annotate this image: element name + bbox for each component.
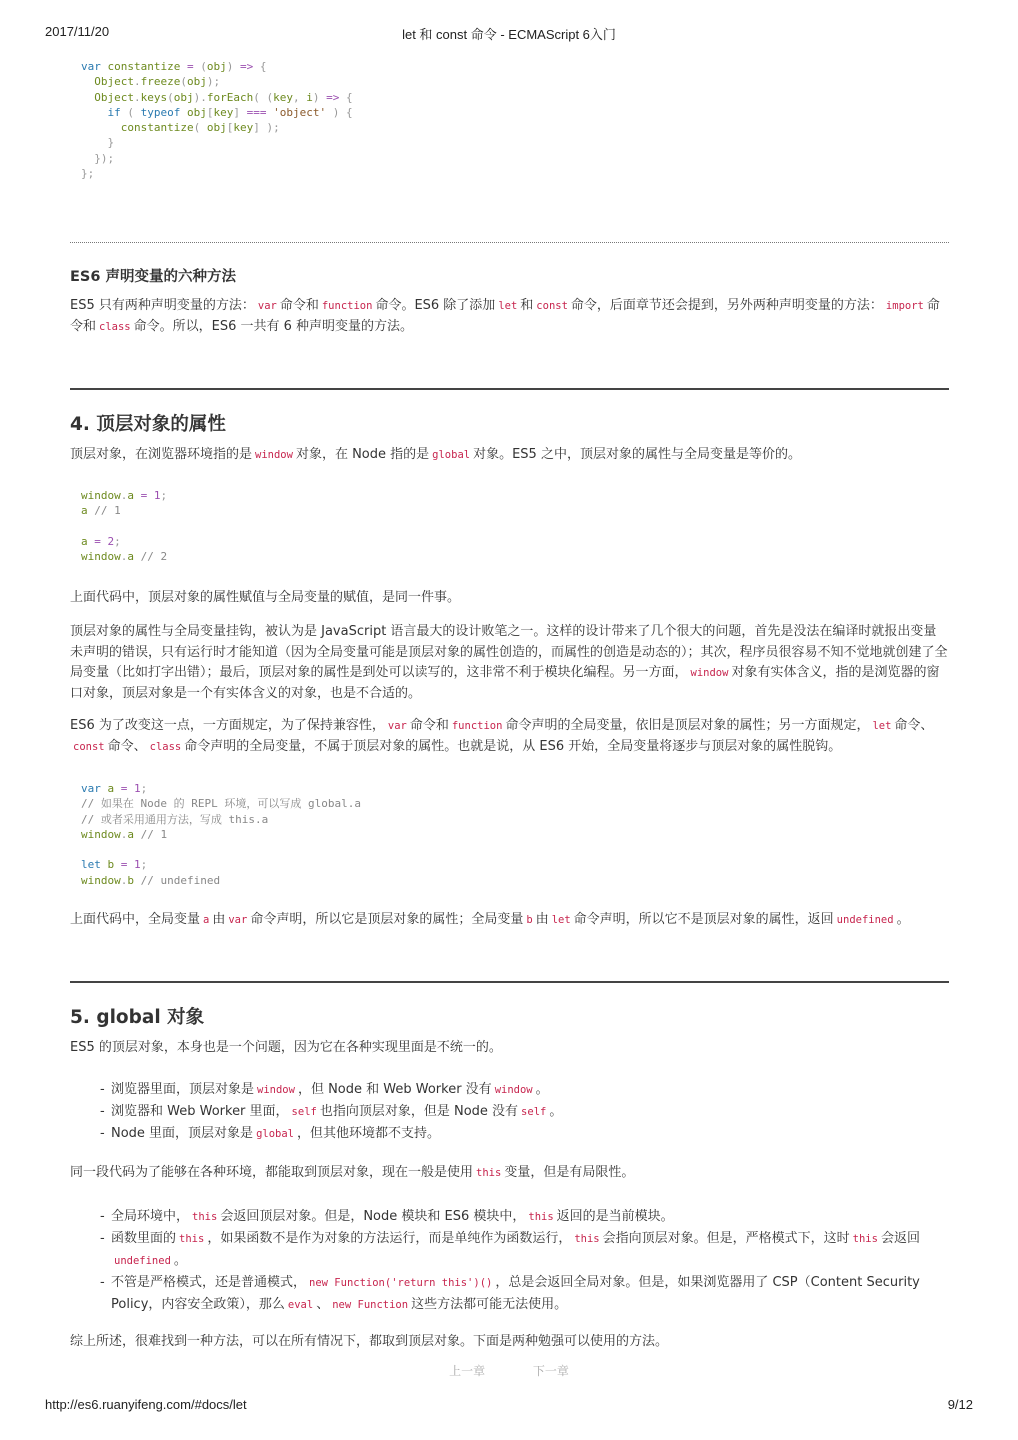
code-line: let b = 1; (81, 858, 148, 872)
section-heading-4: 4. 顶层对象的属性 (70, 414, 226, 435)
code-line: // 或者采用通用方法，写成 this.a (81, 812, 269, 826)
print-page-number: 9/12 (947, 1397, 973, 1412)
print-url: http://es6.ruanyifeng.com/#docs/let (45, 1397, 247, 1412)
paragraph-es5-not-unified: ES5 的顶层对象，本身也是一个问题，因为它在各种实现里面是不统一的。 (70, 1040, 502, 1055)
list-item: - 函数里面的 this ，如果函数不是作为对象的方法运行，而是单纯作为函数运行， this 会指向顶层对象。但是，严格模式下，这时 this 会返回undefined 。 (100, 1228, 949, 1272)
paragraph-this-variable: 同一段代码为了能够在各种环境，都能取到顶层对象，现在一般是使用 this 变量，但是有局限性。 (70, 1165, 635, 1180)
list-item: - 不管是严格模式，还是普通模式， new Function('return this')() ，总是会返回全局对象。但是，如果浏览器用了 CSP（Content Security Policy，内容安全政策），那么 eval 、 new Function 这些方法都可能无法使用。 (100, 1272, 949, 1316)
paragraph-conclusion: 综上所述，很难找到一种方法，可以在所有情况下，都取到顶层对象。下面是两种勉强可以使用的方法。 (70, 1334, 669, 1349)
paragraph-design-flaw: 顶层对象的属性与全局变量挂钩，被认为是 JavaScript 语言最大的设计败笔之一。这样的设计带来了几个很大的问题，首先是没法在编译时就报出变量未声明的错误，只有运行时才能知道（因为全局变量可能是顶层对象的属性创造的，而属性的创造是动态的）；其次，程序员很容易不知不觉地就创建了全局变量（比如打字出错）；最后，顶层对象的属性是到处可以读写的，这非常不利于模块化编程。另一方面， window 对象有实体含义，指的是浏览器的窗口对象，顶层对象是一个有实体含义的对象，也是不合适的。 (70, 624, 948, 701)
code-line: Object.keys(obj).forEach( (key, i) => { (94, 90, 353, 104)
code-block-window-a (70, 488, 949, 564)
list-this-limitations (70, 1206, 949, 1316)
code-line: a // 1 (81, 504, 121, 518)
paragraph-top-level-object: 顶层对象，在浏览器环境指的是 window 对象，在 Node 指的是 global 对象。ES5 之中，顶层对象的属性与全局变量是等价的。 (70, 447, 801, 462)
code-line: }); (94, 151, 115, 165)
code-line: window.a = 1; (81, 489, 168, 502)
subheading-six-ways: ES6 声明变量的六种方法 (70, 269, 236, 285)
print-date: 2017/11/20 (45, 24, 110, 39)
code-line: window.b // undefined (81, 873, 221, 887)
code-line: var a = 1; (81, 782, 148, 795)
paragraph-a-b-explanation: 上面代码中，全局变量 a 由 var 命令声明，所以它是顶层对象的属性；全局变量 b 由 let 命令声明，所以它不是顶层对象的属性，返回 undefined 。 (70, 912, 910, 927)
code-line: window.a // 1 (81, 827, 168, 841)
section-divider (70, 388, 949, 390)
prev-chapter-link[interactable]: 上一章 (449, 1364, 486, 1378)
code-line: window.a // 2 (81, 550, 168, 564)
list-item: - 浏览器和 Web Worker 里面， self 也指向顶层对象，但是 Node 没有 self 。 (100, 1101, 949, 1123)
paragraph-six-ways: ES5 只有两种声明变量的方法： var 命令和 function 命令。ES6 除了添加 let 和 const 命令，后面章节还会提到，另外两种声明变量的方法： import 命令和 class 命令。所以，ES6 一共有 6 种声明变量的方法。 (70, 298, 940, 334)
code-line: // 如果在 Node 的 REPL 环境，可以写成 global.a (81, 797, 361, 811)
paragraph-same-thing: 上面代码中，顶层对象的属性赋值与全局变量的赋值，是同一件事。 (70, 590, 461, 605)
code-line: if ( typeof obj[key] === 'object' ) { (107, 105, 353, 119)
section-divider (70, 981, 949, 983)
paragraph-es6-change: ES6 为了改变这一点，一方面规定，为了保持兼容性， var 命令和 function 命令声明的全局变量，依旧是顶层对象的属性；另一方面规定， let 命令、const 命令、 class 命令声明的全局变量，不属于顶层对象的属性。也就是说，从 ES6 开始，全局变量将逐步与顶层对象的属性脱钩。 (70, 718, 934, 754)
code-line: a = 2; (81, 534, 121, 548)
list-item: - 浏览器里面，顶层对象是 window ，但 Node 和 Web Worker 没有 window 。 (100, 1079, 949, 1101)
section-heading-5: 5. global 对象 (70, 1007, 205, 1028)
print-footer (45, 1397, 973, 1415)
chapter-nav (0, 1362, 1018, 1379)
print-title: let 和 const 命令 - ECMAScript 6入门 (402, 27, 616, 42)
list-item: - 全局环境中， this 会返回顶层对象。但是，Node 模块和 ES6 模块中， this 返回的是当前模块。 (100, 1206, 949, 1228)
print-header (45, 24, 973, 42)
code-block-var-let (70, 781, 949, 888)
list-environments (70, 1079, 949, 1145)
code-line: var constantize = (obj) => { (81, 60, 267, 73)
next-chapter-link[interactable]: 下一章 (532, 1364, 569, 1378)
code-block-constantize (70, 59, 949, 181)
code-line: constantize( obj[key] ); (120, 121, 280, 135)
list-item: - Node 里面，顶层对象是 global ，但其他环境都不支持。 (100, 1123, 949, 1145)
code-line: Object.freeze(obj); (94, 75, 221, 89)
dotted-divider (70, 242, 949, 243)
code-line: } (107, 136, 115, 150)
code-line: }; (81, 167, 95, 181)
